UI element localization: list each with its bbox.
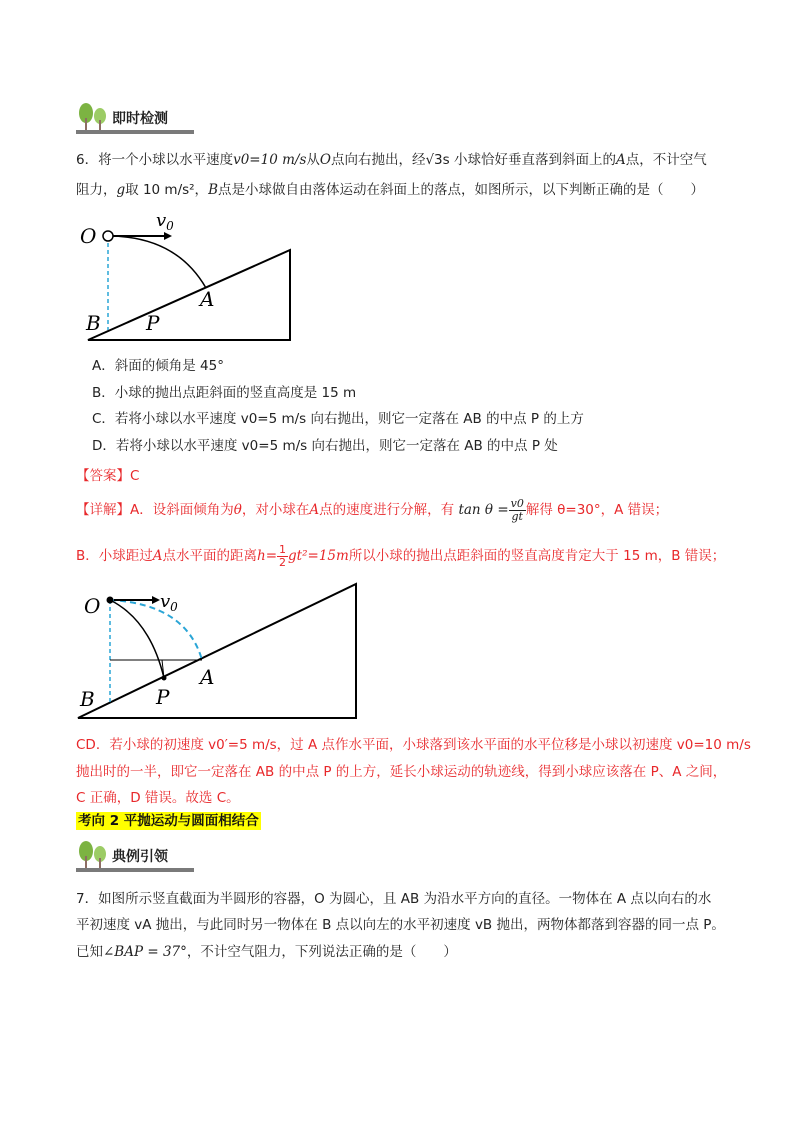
section-title: 典例引领	[112, 849, 168, 865]
label-B: B	[86, 311, 101, 335]
label-B-2: B	[80, 687, 95, 711]
section-banner-typical-example	[76, 842, 194, 872]
section-banner-instant-check	[76, 104, 194, 134]
detail-cd-line-3: C 正确，D 错误。故选 C。	[76, 790, 240, 806]
detail-b: B．小球距过A点水平面的距离h= $\frac{1}{2}$ gt²=15m所以小球的抛出点距斜面的竖直高度肯定大于 15 m，B 错误；	[76, 542, 726, 569]
label-A-2: A	[200, 665, 215, 689]
banner-underline	[76, 130, 194, 134]
label-P-2: P	[156, 685, 170, 709]
option-a: A．斜面的倾角是 45°	[92, 358, 224, 374]
label-A: A	[200, 287, 215, 311]
trajectory-curve	[108, 236, 206, 288]
point-P	[162, 676, 167, 681]
velocity-arrowhead	[164, 232, 172, 240]
velocity-arrowhead-2	[152, 596, 160, 604]
incline-triangle	[88, 250, 290, 340]
tree-icon	[76, 102, 110, 130]
incline-triangle-2	[78, 584, 356, 718]
question-6-line-1: 6．将一个小球以水平速度v0=10 m/s从O点向右抛出，经√3s 小球恰好垂直落到斜面上的A点，不计空气	[76, 152, 707, 168]
section-tag-direction-2: 考向 2 平抛运动与圆面相结合	[78, 813, 259, 829]
ball	[103, 231, 113, 241]
label-P: P	[146, 311, 160, 335]
label-v0-2: $v_0$	[160, 591, 178, 614]
incline-figure-1	[76, 206, 306, 346]
incline-figure-2	[76, 580, 366, 725]
option-b: B．小球的抛出点距斜面的竖直高度是 15 m	[92, 385, 357, 401]
option-c: C．若将小球以水平速度 v0=5 m/s 向右抛出，则它一定落在 AB 的中点 P 的上方	[92, 411, 584, 427]
question-7-line-2: 平初速度 vA 抛出，与此同时另一物体在 B 点以向左的水平初速度 vB 抛出，两物体都落到容器的同一点 P。	[76, 917, 725, 933]
option-d: D．若将小球以水平速度 v0=5 m/s 向右抛出，则它一定落在 AB 的中点 P 处	[92, 438, 558, 454]
answer: 【答案】C	[76, 468, 140, 484]
detail-cd-line-1: CD．若小球的初速度 v0′=5 m/s，过 A 点作水平面，小球落到该水平面的水平位移是小球以初速度 v0=10 m/s	[76, 737, 751, 753]
question-7-line-1: 7．如图所示竖直截面为半圆形的容器，O 为圆心，且 AB 为沿水平方向的直径。一物体在 A 点以向右的水	[76, 891, 712, 907]
banner-underline	[76, 868, 194, 872]
question-7-line-3: 已知∠BAP = 37°，不计空气阻力，下列说法正确的是（ ）	[76, 944, 457, 960]
ball-2	[107, 597, 114, 604]
trajectory-5ms	[110, 600, 164, 678]
detail-a: 【详解】A．设斜面倾角为θ，对小球在A点的速度进行分解，有 tan θ = $\frac{v0}{gt}$ 解得 θ=30°，A 错误；	[76, 496, 669, 523]
label-O: O	[80, 224, 97, 248]
label-v0: $v_0$	[156, 210, 174, 233]
label-O-2: O	[84, 594, 101, 618]
question-6-line-2: 阻力，g取 10 m/s²，B点是小球做自由落体运动在斜面上的落点，如图所示，以下判断正确的是（ ）	[76, 182, 704, 198]
detail-cd-line-2: 抛出时的一半，即它一定落在 AB 的中点 P 的上方，延长小球运动的轨迹线，得到小球应该落在 P、A 之间，	[76, 764, 727, 780]
section-title: 即时检测	[112, 111, 168, 127]
tree-icon	[76, 840, 110, 868]
